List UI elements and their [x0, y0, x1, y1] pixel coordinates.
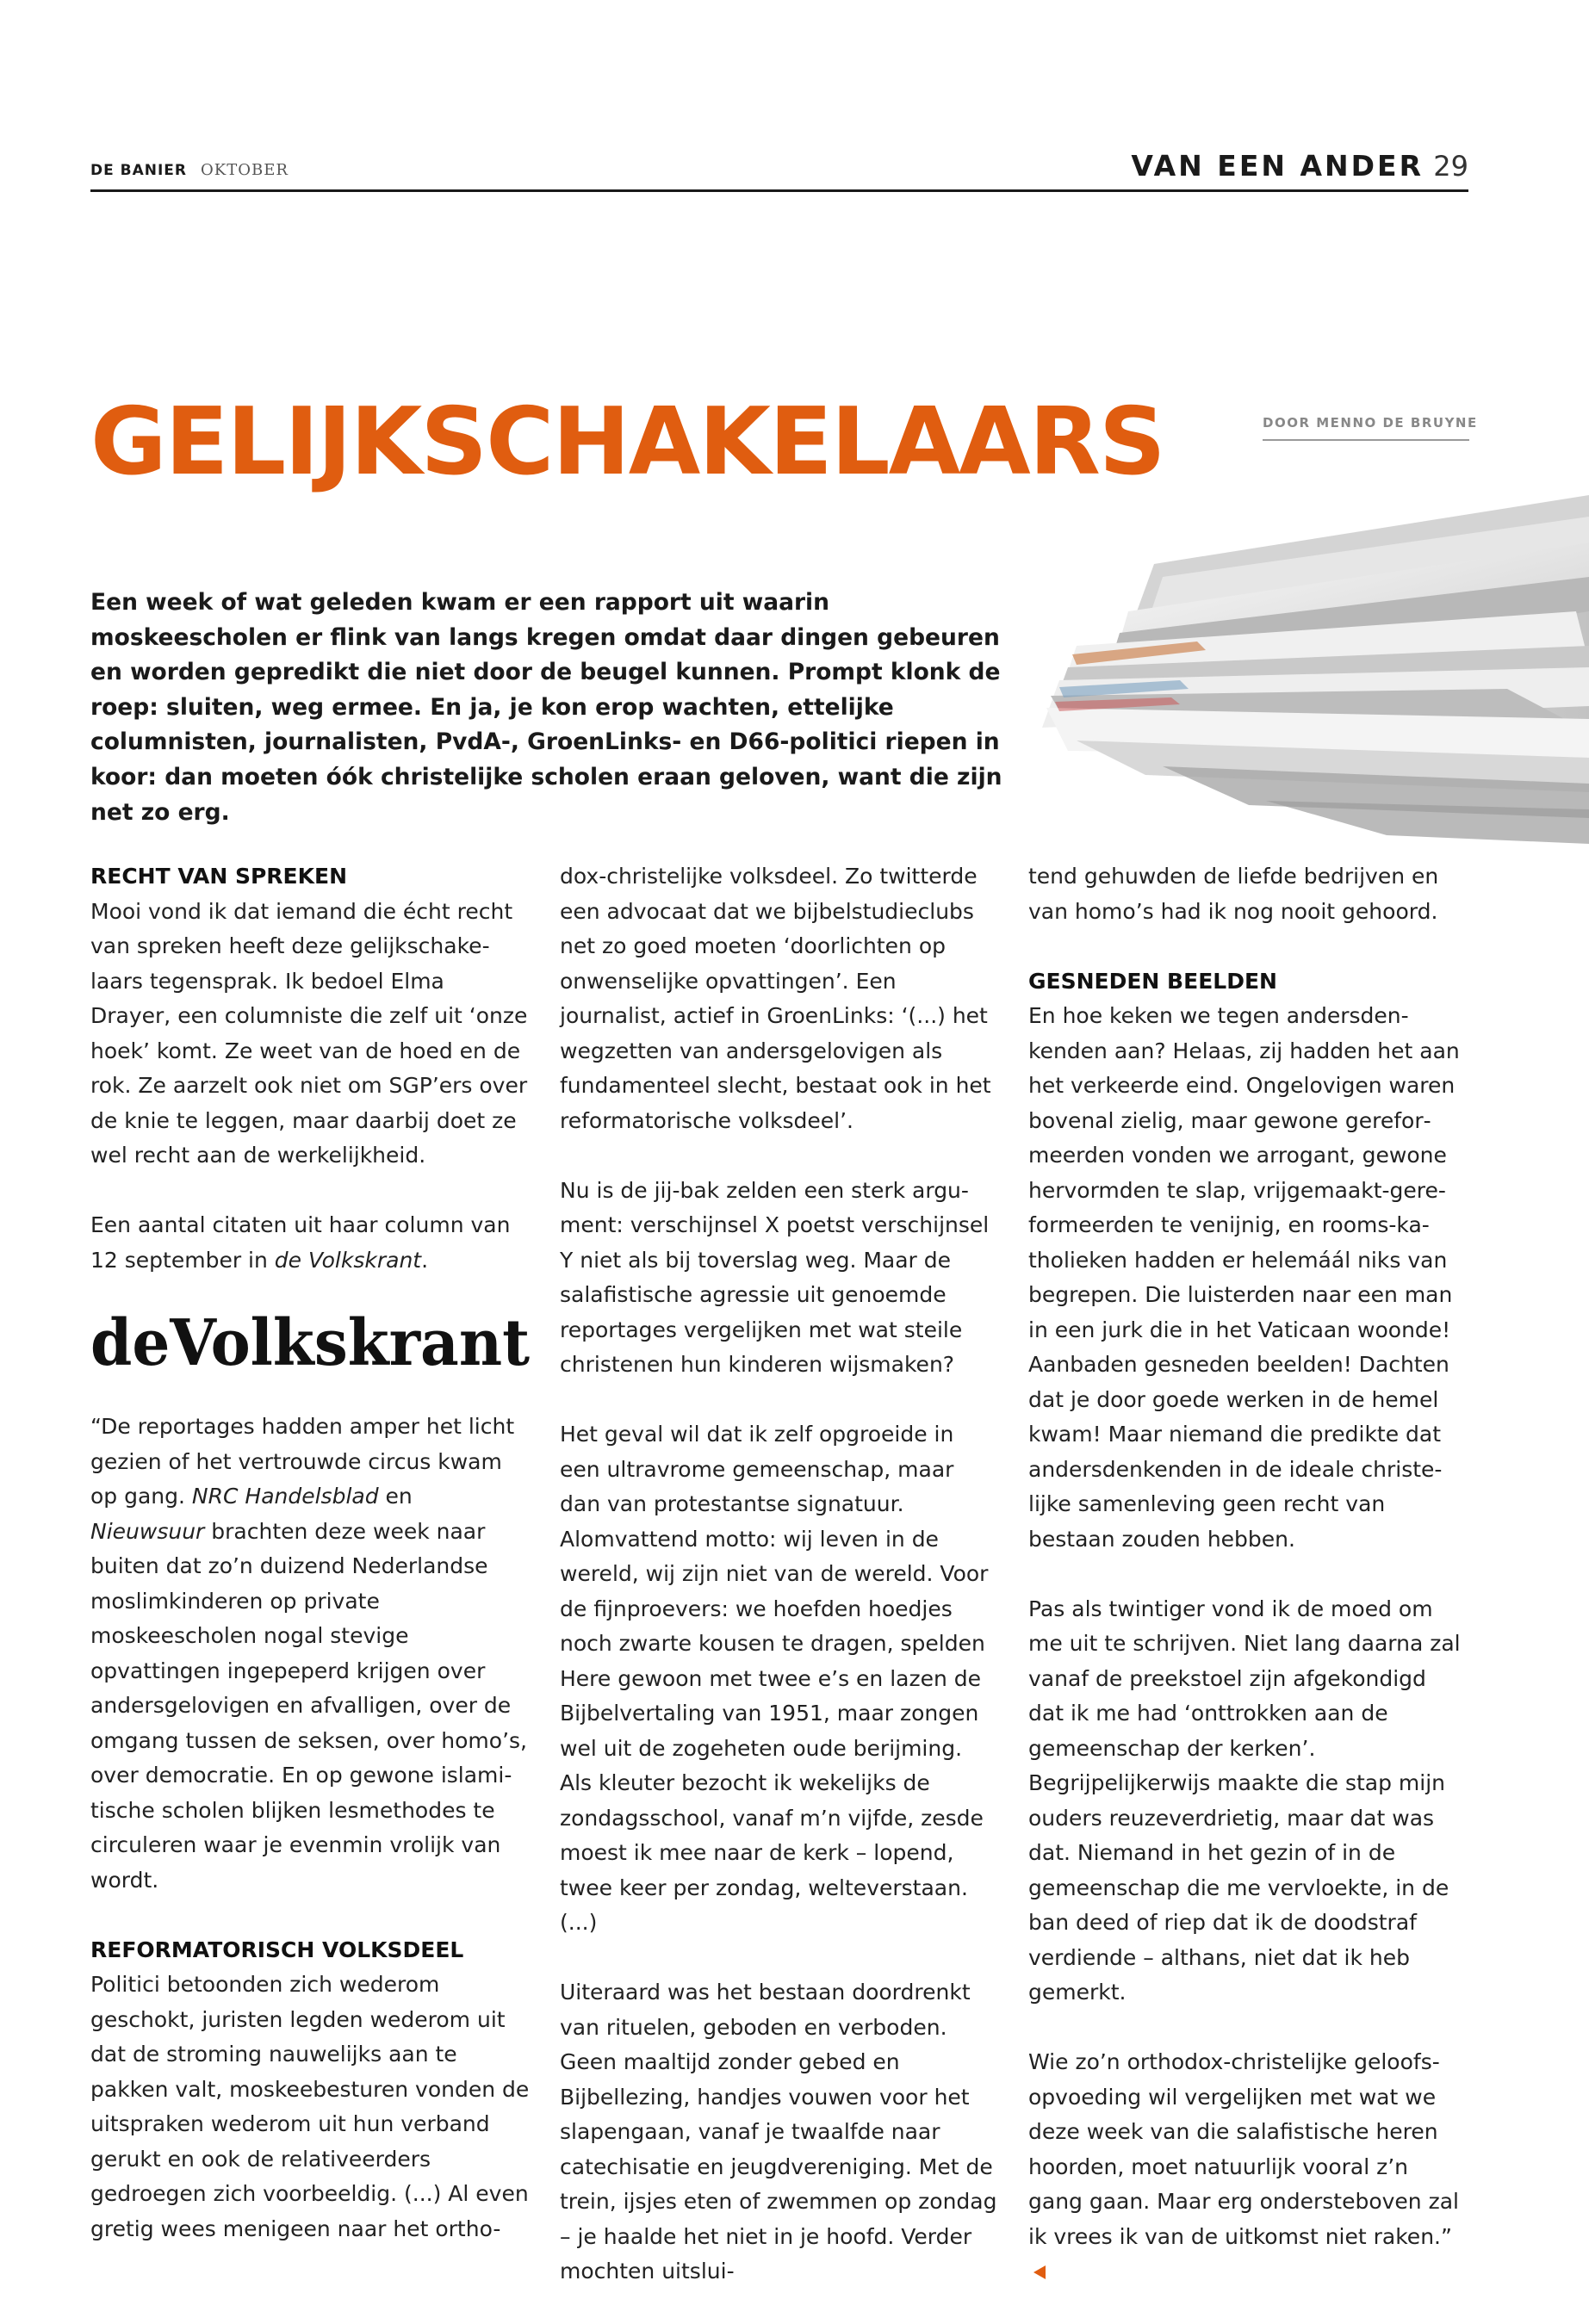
volkskrant-logo: [90, 1313, 531, 1373]
paragraph: [1028, 2045, 1468, 2290]
subheading-gesneden-beelden: GESNEDEN BEELDEN: [1028, 968, 1277, 994]
logo-text: deVolkskrant: [90, 1312, 530, 1373]
newspaper-stack-photo: [1025, 482, 1589, 887]
paragraph: Politici betoonden zich wederom geschokt, juristen legden wederom uit dat de stroming nauwelijks aan te pakken valt, moskeebesturen vonden de uitspraken wederom uit hun verband gerukt en ook de relativeerders gedroegen zich voorbeeldig. (...) Al even gretig wees menigeen naar het ortho-: [90, 1972, 530, 2241]
publication-name: Nieuwsuur: [90, 1518, 205, 1544]
text: Wie zo’n orthodox-christelijke geloofsopvoeding wil vergelijken met wat we deze week van die salafistische heren hoorden, moet natuurlijk vooral z’n gang gaan. Maar erg ondersteboven zal ik vrees ik van de uitkomst niet raken.”: [1028, 2049, 1459, 2249]
paragraph: [90, 1208, 530, 1278]
paragraph: dox-christelijke volksdeel. Zo twitterde een advocaat dat we bijbelstudieclubs net zo goed moeten ‘doorlichten op onwenselijke opvattingen’. Een journalist, actief in GroenLinks: ‘(...) het wegzetten van andersgelovigen als fundamenteel slecht, bestaat ook in het reformatorische volksdeel’.: [560, 864, 991, 1133]
end-mark-icon: [1033, 2265, 1046, 2279]
subheading-reformatorisch-volksdeel: REFORMATORISCH VOLKSDEEL: [90, 1937, 464, 1962]
section-title: VAN EEN ANDER: [1131, 149, 1424, 183]
publication-name: NRC Handelsblad: [191, 1484, 379, 1509]
column-3: [1028, 859, 1468, 2324]
page-number: 29: [1433, 150, 1468, 183]
byline: DOOR MENNO DE BRUYNE: [1263, 415, 1469, 441]
quote-paragraph: [90, 1410, 530, 1898]
paragraph: Pas als twintiger vond ik de moed om me uit te schrijven. Niet lang daarna zal vanaf de preekstoel zijn afgekondigd dat ik me had ‘onttrokken aan de gemeenschap der kerken’. Begrijpelijkerwijs maakte die stap mijn ouders reuzeverdrietig, maar dat was dat. Niemand in het gezin of in de gemeenschap die me vervloekte, in de ban deed of riep dat ik de doodstraf verdiende – althans, niet dat ik heb gemerkt.: [1028, 1596, 1461, 2005]
intro-paragraph: Een week of wat geleden kwam er een rapport uit waarin moskeescholen er flink van langs kregen omdat daar dingen gebeuren en worden gepredikt die niet door de beugel kunnen. Prompt klonk de roep: sluiten, weg ermee. En ja, je kon erop wachten, ettelijke columnisten, journalisten, PvdA-, GroenLinks- en D66-politici riepen in koor: dan moeten óók christelijke scholen eraan geloven, want die zijn net zo erg.: [90, 589, 1002, 826]
publication-name: de Volkskrant: [274, 1247, 422, 1273]
paragraph: Het geval wil dat ik zelf opgroeide in een ultravrome gemeenschap, maar dan van protestantse signatuur. Alomvattend motto: wij leven in de wereld, wij zijn niet van de wereld. Voor de fijnproevers: we hoefden hoedjes noch zwarte kousen te dragen, spelden Here gewoon met twee e’s en lazen de Bijbelvertaling van 1951, maar zongen wel uit de zogeheten oude berijming. Als kleuter bezocht ik wekelijks de zondagsschool, vanaf m’n vijfde, zesde moest ik mee naar de kerk – lopend, twee keer per zondag, welteverstaan. (...): [560, 1422, 989, 1935]
text: Een aantal citaten uit haar column van 12 september in: [90, 1212, 511, 1273]
text: .: [421, 1247, 429, 1273]
paragraph: Mooi vond ik dat iemand die écht recht van spreken heeft deze gelijkschakelaars tegensprak. Ik bedoel Elma Drayer, een columniste die zelf uit ‘onze hoek’ komt. Ze weet van de hoed en de rok. Ze aarzelt ook niet om SGP’ers over de knie te leggen, maar daarbij doet ze wel recht aan de werkelijkheid.: [90, 898, 528, 1168]
page-header: [90, 145, 1468, 192]
article-title: GELIJKSCHAKELAARS: [90, 388, 1164, 496]
paragraph: En hoe keken we tegen andersdenkenden aan? Helaas, zij hadden het aan het verkeerde eind. Ongelovigen waren bovenal zielig, maar gewone gereformeerden vonden we arrogant, gewone hervormden te slap, vrijgemaakt-gereformeerden te venijnig, en rooms-katholieken hadden er helemáál niks van begrepen. Die luisterden naar een man in een jurk die in het Vaticaan woonde! Aanbaden gesneden beelden! Dachten dat je door goede werken in de hemel kwam! Maar niemand die predikte dat andersdenkenden in de ideale christelijke samenleving geen recht van bestaan zouden hebben.: [1028, 1003, 1460, 1552]
issue-month: OKTOBER: [201, 161, 289, 179]
column-2: [560, 859, 999, 2324]
column-1: [90, 859, 530, 2282]
paragraph: Nu is de jij-bak zelden een sterk argument: verschijnsel X poetst verschijnsel Y niet als bij toverslag weg. Maar de salafistische agressie uit genoemde reportages vergelijken met wat steile christenen hun kinderen wijsmaken?: [560, 1177, 990, 1377]
text: brachten deze week naar buiten dat zo’n duizend Nederlandse moslimkinderen op private moskeescholen nogal stevige opvattingen ingepeperd krijgen over andersgelovigen en afvalligen, over de omgang tussen de seksen, over homo’s, over democratie. En op gewone islamitische scholen blijken lesmethodes te circuleren waar je evenmin vrolijk van wordt.: [90, 1518, 527, 1893]
paragraph: tend gehuwden de liefde bedrijven en van homo’s had ik nog nooit gehoord.: [1028, 864, 1439, 924]
paragraph: Uiteraard was het bestaan doordrenkt van rituelen, geboden en verboden. Geen maaltijd zonder gebed en Bijbellezing, handjes vouwen voor het slapengaan, vanaf je twaalfde naar catechisatie en jeugdvereniging. Met de trein, ijsjes eten of zwemmen op zondag – je haalde het niet in je hoofd. Verder mochten uitslui-: [560, 1980, 997, 2284]
text: en: [378, 1484, 413, 1509]
text: “De reportages hadden amper het licht gezien of het vertrouwde circus kwam op gang.: [90, 1414, 515, 1509]
magazine-name: DE BANIER: [90, 162, 188, 179]
subheading-recht-van-spreken: RECHT VAN SPREKEN: [90, 864, 348, 889]
